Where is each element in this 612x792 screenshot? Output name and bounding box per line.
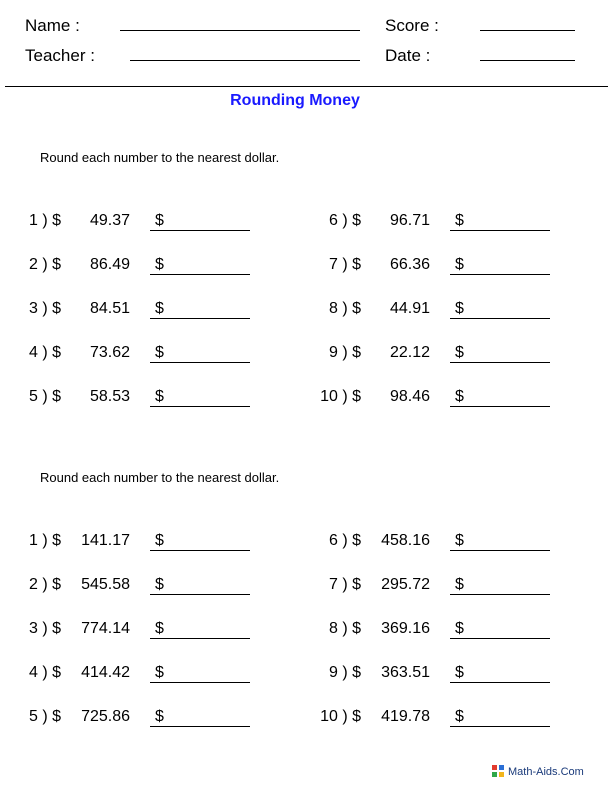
problem-item xyxy=(0,576,612,598)
section-1-instruction: Round each number to the nearest dollar. xyxy=(40,150,280,165)
answer-dollar-sign: $ xyxy=(455,300,464,317)
problem-label: 10 ) $ xyxy=(320,708,361,725)
answer-blank[interactable] xyxy=(450,682,550,683)
problem-item xyxy=(0,256,612,278)
answer-dollar-sign: $ xyxy=(455,664,464,681)
answer-dollar-sign: $ xyxy=(155,212,164,229)
problem-value: 86.49 xyxy=(89,256,130,273)
problem-item xyxy=(0,532,612,554)
answer-dollar-sign: $ xyxy=(155,620,164,637)
answer-blank[interactable] xyxy=(450,318,550,319)
problem-label: 5 ) $ xyxy=(28,388,61,405)
worksheet-title: Rounding Money xyxy=(230,92,360,109)
answer-blank[interactable] xyxy=(450,230,550,231)
problem-label: 2 ) $ xyxy=(28,576,61,593)
answer-blank[interactable] xyxy=(450,406,550,407)
problem-value: 725.86 xyxy=(81,708,130,725)
problem-value: 49.37 xyxy=(89,212,130,229)
problem-label: 5 ) $ xyxy=(28,708,61,725)
problem-item xyxy=(0,708,612,730)
problem-value: 141.17 xyxy=(81,532,130,549)
teacher-field[interactable] xyxy=(130,60,360,61)
answer-dollar-sign: $ xyxy=(155,300,164,317)
problem-item xyxy=(0,344,612,366)
name-label: Name : xyxy=(25,16,80,35)
answer-blank[interactable] xyxy=(450,726,550,727)
problem-label: 4 ) $ xyxy=(28,664,61,681)
problem-label: 6 ) $ xyxy=(328,532,361,549)
problem-value: 774.14 xyxy=(81,620,130,637)
problem-value: 73.62 xyxy=(89,344,130,361)
problem-label: 8 ) $ xyxy=(328,620,361,637)
answer-blank[interactable] xyxy=(450,594,550,595)
name-field[interactable] xyxy=(120,30,360,31)
problem-value: 545.58 xyxy=(81,576,130,593)
problem-label: 8 ) $ xyxy=(328,300,361,317)
problem-value: 66.36 xyxy=(389,256,430,273)
answer-dollar-sign: $ xyxy=(455,212,464,229)
answer-blank[interactable] xyxy=(450,274,550,275)
problem-value: 84.51 xyxy=(89,300,130,317)
answer-blank[interactable] xyxy=(450,550,550,551)
problem-value: 58.53 xyxy=(89,388,130,405)
date-field[interactable] xyxy=(480,60,575,61)
answer-dollar-sign: $ xyxy=(455,388,464,405)
problem-label: 1 ) $ xyxy=(28,212,61,229)
problem-label: 3 ) $ xyxy=(28,620,61,637)
problem-value: 295.72 xyxy=(381,576,430,593)
problem-value: 96.71 xyxy=(389,212,430,229)
problem-value: 414.42 xyxy=(81,664,130,681)
problem-value: 363.51 xyxy=(381,664,430,681)
header-divider xyxy=(5,86,608,87)
problem-label: 1 ) $ xyxy=(28,532,61,549)
score-field[interactable] xyxy=(480,30,575,31)
problem-value: 44.91 xyxy=(389,300,430,317)
problem-label: 10 ) $ xyxy=(320,388,361,405)
problem-label: 3 ) $ xyxy=(28,300,61,317)
section-2-instruction: Round each number to the nearest dollar. xyxy=(40,470,280,485)
logo-text: Math-Aids.Com xyxy=(508,766,584,778)
problem-value: 419.78 xyxy=(381,708,430,725)
answer-dollar-sign: $ xyxy=(155,388,164,405)
answer-blank[interactable] xyxy=(450,638,550,639)
math-aids-logo[interactable] xyxy=(492,765,584,778)
problem-item xyxy=(0,388,612,410)
problem-label: 7 ) $ xyxy=(328,256,361,273)
score-label: Score : xyxy=(385,16,439,35)
problem-label: 6 ) $ xyxy=(328,212,361,229)
answer-blank[interactable] xyxy=(450,362,550,363)
problem-label: 9 ) $ xyxy=(328,664,361,681)
problem-value: 22.12 xyxy=(389,344,430,361)
problem-item xyxy=(0,212,612,234)
problem-item xyxy=(0,300,612,322)
answer-dollar-sign: $ xyxy=(455,576,464,593)
date-label: Date : xyxy=(385,46,431,65)
answer-dollar-sign: $ xyxy=(455,708,464,725)
answer-dollar-sign: $ xyxy=(155,708,164,725)
answer-dollar-sign: $ xyxy=(455,532,464,549)
problem-value: 458.16 xyxy=(381,532,430,549)
problem-label: 2 ) $ xyxy=(28,256,61,273)
answer-dollar-sign: $ xyxy=(455,256,464,273)
problem-label: 4 ) $ xyxy=(28,344,61,361)
problem-value: 98.46 xyxy=(389,388,430,405)
problem-item xyxy=(0,620,612,642)
problem-label: 7 ) $ xyxy=(328,576,361,593)
answer-dollar-sign: $ xyxy=(455,344,464,361)
answer-dollar-sign: $ xyxy=(155,532,164,549)
problem-label: 9 ) $ xyxy=(328,344,361,361)
answer-dollar-sign: $ xyxy=(455,620,464,637)
answer-dollar-sign: $ xyxy=(155,344,164,361)
problem-item xyxy=(0,664,612,686)
teacher-label: Teacher : xyxy=(25,46,95,65)
answer-dollar-sign: $ xyxy=(155,256,164,273)
answer-dollar-sign: $ xyxy=(155,576,164,593)
problem-value: 369.16 xyxy=(381,620,430,637)
answer-dollar-sign: $ xyxy=(155,664,164,681)
math-aids-logo-icon xyxy=(492,765,504,777)
